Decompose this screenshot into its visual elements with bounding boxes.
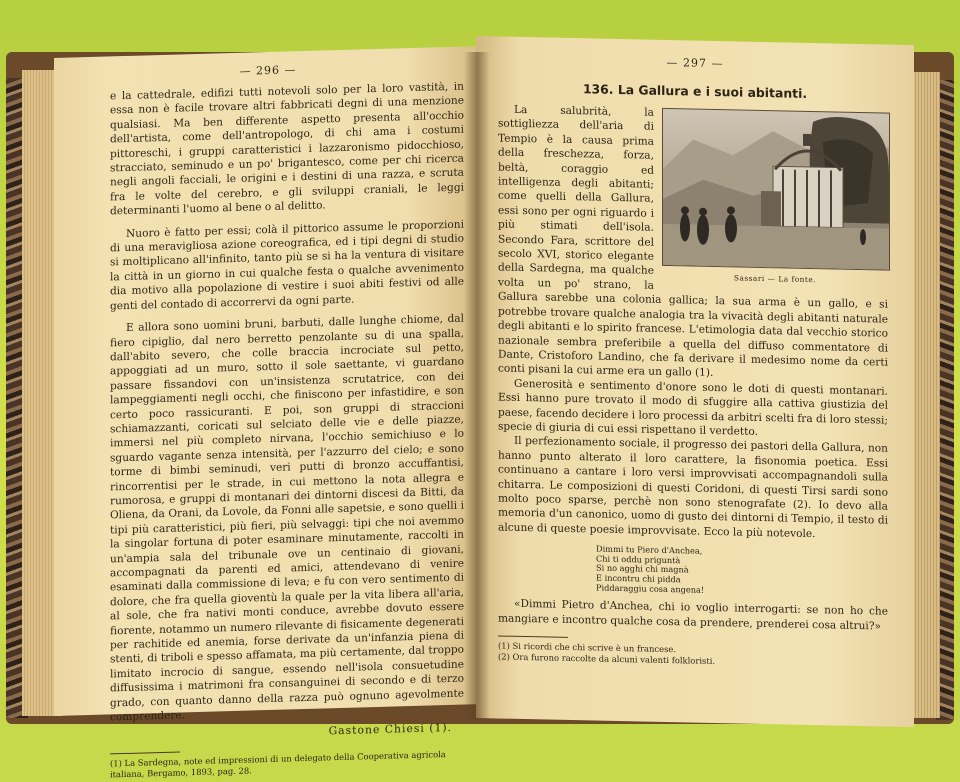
right-paragraph-3: Il perfezionamento sociale, il progresso dei pastori della Gallura, non hanno punto alterato il loro carattere, la fisonomia poetica. Essi continuano a cantare i loro versi improvvisati accompagnandoli sulla chitarra. Le composizioni di questi Coridoni, di questi Tirsi sardi sono molto poco sparse, perchè non sono stenografate (2). Io devo alla memoria d'un canonico, uomo di gusto dei dintorni di Tempio, il testo di alcune di queste poesie improvvisate. Ecco la più notevole. — [498, 435, 888, 540]
right-paragraph-1: La salubrità, la sottigliezza dell'aria di Tempio è la causa prima della freschezza, forza, beltà, coraggio ed intelligenza degli abitanti; come quelli della Gallura, essi sono per ogni riguardo i più stimati dell'isola. Secondo Fara, scrittore del secolo XVI, storico elegante della Sardegna, ma qualche volta un po' strano, la Gallura sarebbe una colonia gallica; la sua arma è un gallo, e si potrebbe trovare qualche analogia tra la vivacità degli abitanti naturale degli abitanti e lo spirito francese. L'etimologia data dal vecchio storico nazionale sembra preferibile a quella del diffuso commentatore di Dante, Cristoforo Landino, che fa derivare il medesimo nome da certi conti pisani la cui arme era un gallo (1). — [498, 103, 888, 380]
footnote-right-2: (2) Ora furono raccolte da alcuni valenti folkloristi. — [498, 651, 716, 666]
fountain-illustration — [662, 108, 890, 271]
book-gutter — [464, 52, 490, 720]
left-paragraph-3: E allora sono uomini bruni, barbuti, dalle lunghe chiome, dal fiero cipiglio, dal nero berretto penzolante su di una spalla, dall'abito severo, che colle braccia incrociate sul petto, appoggiati ad un muro, sotto il sole saettante, vi guardano passare fissandovi con un'insistenza scrutatrice, con dei lampeggiamenti negli occhi, che finiscono per infastidire, e son certo poco rassicuranti. E poi, son gruppi di straccioni schiamazzanti, coricati sul selciato delle vie e delle piazze, immersi nel più completo nirvana, l'occhio semichiuso e lo sguardo vagante senza intensità, per l'azzurro del cielo; e sono torme di bimbi seminudi, veri putti di bronzo accuffantisi, rincorrentisi per le strade, in cui mettono la nota allegra e rumorosa, e gruppi di montanari dei dintorni discesi da Bitti, da Oliena, da Orani, da Lovole, da Fonni alle sapetsie, e sono quelli i tipi più caratteristici, più fieri, più selvaggi: tipi che noi avemmo la singolar fortuna di poter esaminare minutamente, raccolti in un'ampia sala del tribunale ove un centinaio di giovani, accompagnati da parenti ed amici, attendevano di venire esaminati dalla commissione di leva; e fu con vero sentimento di dolore, che fra quella gioventù la quale per la vita libera all'aria, al sole, che fra nativi monti conduce, avrebbe dovuto essere fiorente, notammo un numero rilevante di fisicamente degenerati per rachitide ed anemia, forse derivate da un'infanzia piena di stenti, di triboli e spesso affamata, ma più certamente, dal troppo limitato incrocio di sangue, essendo nell'isola consuetudine diffusissima i matrimoni fra consanguinei di secondo e di terzo grado, con quanto danno della razza può ognuno agevolmente comprendere. — [110, 312, 464, 724]
poem-line: E incontru chi pidda — [596, 572, 681, 585]
poem — [596, 545, 888, 599]
footnote-rule-left — [110, 752, 180, 755]
footnote-right-1: (1) Si ricordi che chi scrive è un francese. — [498, 640, 676, 655]
figure-caption: Sassari — La fonte. — [733, 273, 817, 285]
fountain-engraving-image — [663, 109, 889, 270]
figure — [662, 108, 888, 289]
poem-line: Si no agghi chi magnà — [596, 562, 689, 575]
right-paragraph-2: Generosità e sentimento d'onore sono le doti di questi montanari. Essi hanno pure trovato il modo di sfuggire alla cattiva giustizia del paese, facendo decidere i loro processi da arbitri scelti fra di loro stessi; specie di giuria di cui essi rispettano il verdetto. — [498, 377, 888, 438]
poem-translation: «Dimmi Pietro d'Anchea, chi io voglio interrogarti: se non ho che mangiare e incontro qualche cosa da prendere, prenderei cosa altrui?» — [498, 597, 888, 633]
page-number-right: — 297 — — [666, 55, 724, 71]
left-paragraph-2: Nuoro è fatto per essi; colà il pittorico assume le proporzioni di una meravigliosa azione coreografica, ed i tipi degni di studio si moltiplicano all'infinito, tanto più se si ha la ventura di visitare la città in un giorno in cui qualche festa o qualche avvenimento dia motivo alla popolazione di vestire i suoi abiti festivi od alle genti del contado di accorrervi da ogni parte. — [110, 218, 464, 313]
left-paragraph-1: e la cattedrale, edifizi tutti notevoli solo per la loro vastità, in essa non è facile trovare altri fabbricati degni di una menzione qualsiasi. Ma ben differente aspetto presenta all'occhio dell'artista, come dell'antropologo, di chi ama i costumi pittoreschi, i gruppi caratteristici i lazzaronismo pidocchioso, stracciato, seminudo e un po' brigantesco, come per chi ricerca negli angoli facciali, le origini e i destini di una razza, e scruta fra le volte del cerebro, e gli sviluppi craniali, le leggi determinanti l'uomo al bene o al delitto. — [110, 80, 464, 218]
right-page — [476, 36, 914, 727]
open-book — [6, 22, 954, 780]
author-signature: Gastone Chiesi (1). — [328, 721, 452, 738]
poem-line: Dimmi tu Piero d'Anchea, — [596, 543, 703, 556]
footnote-rule-right — [498, 635, 568, 637]
poem-line: Chi ti oddu priguntà — [596, 553, 681, 566]
page-number-left: — 296 — — [239, 63, 297, 78]
poem-line: Piddaraggiu cosa angena! — [596, 582, 705, 595]
chapter-title: 136. La Gallura e i suoi abitanti. — [582, 81, 808, 101]
left-page — [54, 46, 482, 780]
footnote-left: (1) La Sardegna, note ed impressioni di un delegato della Cooperativa agricola italiana, Bergamo, 1893, pag. 28. — [110, 749, 446, 780]
